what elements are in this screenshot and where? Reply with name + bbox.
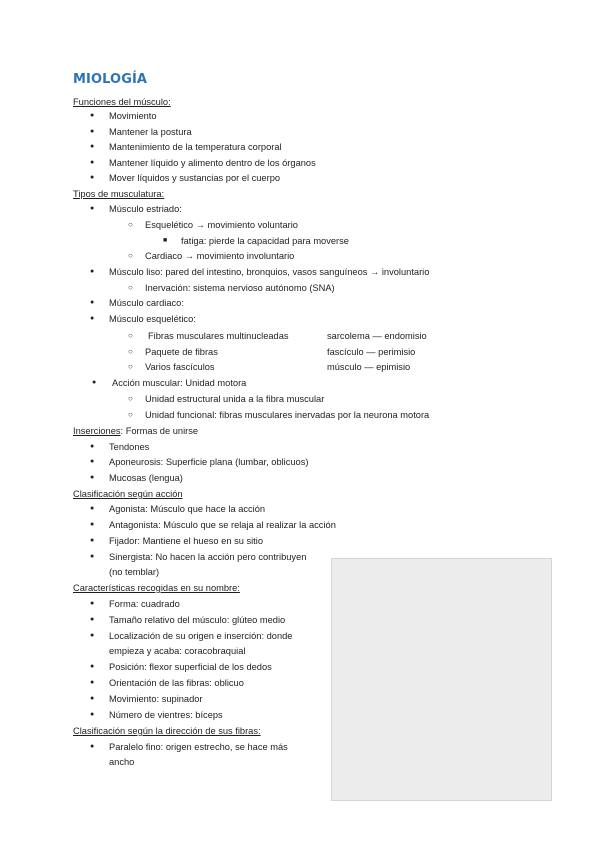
row-right: músculo — epimisio [327,362,411,372]
list-item: Mucosas (lengua) [109,473,183,483]
page-title: MIOLOGÍA [73,72,148,87]
list-item: Mantenimiento de la temperatura corporal [109,142,282,152]
list-item: Mantener la postura [109,127,192,137]
list-item: Músculo liso: pared del intestino, bronquios, vasos sanguíneos → involuntario [109,267,430,277]
list-item: Agonista: Músculo que hace la acción [109,504,266,514]
list-item: Músculo esquelético: [109,314,196,324]
list-item: Mover líquidos y sustancias por el cuerpo [109,173,281,183]
row-right: sarcolema — endomisio [327,331,427,341]
list-item: Tendones [109,442,150,452]
section-heading-inserciones [73,425,198,437]
list-item-continuation: (no temblar) [109,567,160,577]
list-item: Movimiento [109,111,157,121]
list-item: Localización de su origen e inserción: donde [109,631,293,641]
section-heading-funciones: Funciones del músculo: [73,97,171,107]
list-item: Fijador: Mantiene el hueso en su sitio [109,536,264,546]
image-placeholder [331,558,552,801]
section-heading-tipos: Tipos de musculatura: [73,189,165,199]
list-item: Inervación: sistema nervioso autónomo (SNA) [145,283,335,293]
list-item: Unidad funcional: fibras musculares inervadas por la neurona motora [145,410,430,420]
section-heading-caracteristicas: Características recogidas en su nombre: [73,583,240,593]
row-left: Varios fascículos [145,362,215,372]
section-heading-direccion: Clasificación según la dirección de sus fibras: [73,726,261,736]
list-item: Antagonista: Músculo que se relaja al realizar la acción [109,520,336,530]
list-item: Aponeurosis: Superficie plana (lumbar, oblicuos) [109,457,309,467]
list-item: Posición: flexor superficial de los dedos [109,662,272,672]
list-item: fatiga: pierde la capacidad para moverse [181,236,349,246]
list-item: Número de vientres: bíceps [109,710,223,720]
list-item: Mantener líquido y alimento dentro de los órganos [109,158,316,168]
row-right: fascículo — perimisio [327,347,416,357]
row-left: Fibras musculares multinucleadas [148,331,289,341]
heading-underlined: Inserciones [73,426,121,436]
list-item-continuation: ancho [109,757,135,767]
heading-rest: : Formas de unirse [120,426,199,436]
list-item: Tamaño relativo del músculo: glúteo medio [109,615,286,625]
list-item: Acción muscular: Unidad motora [112,378,247,388]
list-item: Músculo cardiaco: [109,298,184,308]
section-heading-accion: Clasificación según acción [73,489,183,499]
row-left: Paquete de fibras [145,347,218,357]
list-item: Movimiento: supinador [109,694,203,704]
list-item-continuation: empieza y acaba: coracobraquial [109,646,246,656]
list-item: Forma: cuadrado [109,599,180,609]
list-item: Unidad estructural unida a la fibra muscular [145,394,325,404]
list-item: Orientación de las fibras: oblicuo [109,678,244,688]
list-item: Paralelo fino: origen estrecho, se hace más [109,742,288,752]
list-item: Esquelético → movimiento voluntario [145,220,298,230]
list-item: Músculo estriado: [109,204,182,214]
list-item: Cardiaco → movimiento involuntario [145,251,295,261]
list-item: Sinergista: No hacen la acción pero contribuyen [109,552,307,562]
